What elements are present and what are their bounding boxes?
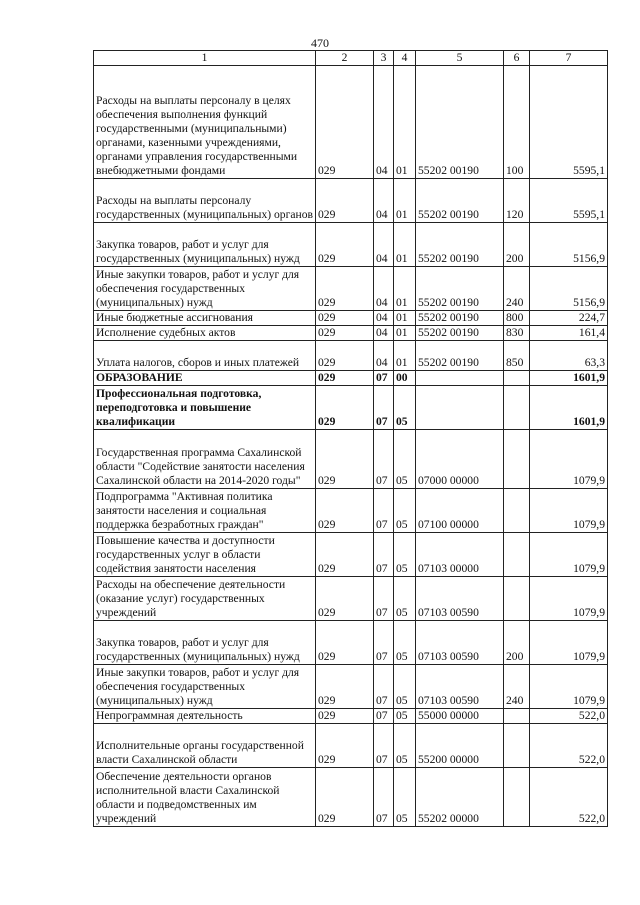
row-ved-code: 029	[316, 311, 374, 326]
row-expense-type-code: 200	[504, 223, 530, 267]
row-ved-code: 029	[316, 709, 374, 724]
row-ved-code: 029	[316, 768, 374, 827]
table-row	[94, 386, 608, 430]
row-target-code: 55000 00000	[416, 709, 504, 724]
row-expense-type-code	[504, 371, 530, 386]
row-target-code: 55202 00190	[416, 66, 504, 179]
row-amount: 1601,9	[530, 371, 608, 386]
row-name: Подпрограмма "Активная политика занятости населения и социальная поддержка безработных граждан"	[94, 489, 316, 533]
row-name: Повышение качества и доступности государственных услуг в области содействия занятости населения	[94, 533, 316, 577]
table-row	[94, 533, 608, 577]
column-header: 5	[416, 51, 504, 66]
row-amount: 5156,9	[530, 223, 608, 267]
row-subsection-code: 05	[394, 386, 416, 430]
row-subsection-code: 05	[394, 489, 416, 533]
row-section-code: 07	[374, 665, 394, 709]
row-amount: 1079,9	[530, 665, 608, 709]
row-ved-code: 029	[316, 223, 374, 267]
row-target-code: 55202 00190	[416, 326, 504, 341]
row-name: Профессиональная подготовка, переподготовка и повышение квалификации	[94, 386, 316, 430]
row-target-code: 07100 00000	[416, 489, 504, 533]
row-section-code: 07	[374, 371, 394, 386]
table-row	[94, 66, 608, 179]
row-amount: 1079,9	[530, 621, 608, 665]
row-ved-code: 029	[316, 326, 374, 341]
table-row	[94, 621, 608, 665]
row-name: Расходы на обеспечение деятельности (оказание услуг) государственных учреждений	[94, 577, 316, 621]
row-subsection-code: 01	[394, 267, 416, 311]
column-header: 3	[374, 51, 394, 66]
row-subsection-code: 01	[394, 311, 416, 326]
row-section-code: 07	[374, 724, 394, 768]
row-amount: 5595,1	[530, 179, 608, 223]
row-amount: 1079,9	[530, 430, 608, 489]
row-amount: 522,0	[530, 768, 608, 827]
row-expense-type-code	[504, 533, 530, 577]
table-row	[94, 665, 608, 709]
row-name: Исполнение судебных актов	[94, 326, 316, 341]
row-name: Иные бюджетные ассигнования	[94, 311, 316, 326]
row-section-code: 07	[374, 768, 394, 827]
column-header: 1	[94, 51, 316, 66]
row-section-code: 04	[374, 326, 394, 341]
row-subsection-code: 05	[394, 768, 416, 827]
row-ved-code: 029	[316, 533, 374, 577]
row-target-code: 55202 00000	[416, 768, 504, 827]
row-subsection-code: 01	[394, 179, 416, 223]
budget-table	[93, 50, 608, 827]
row-target-code: 55202 00190	[416, 179, 504, 223]
table-row	[94, 179, 608, 223]
column-header: 2	[316, 51, 374, 66]
table-row	[94, 311, 608, 326]
row-section-code: 07	[374, 533, 394, 577]
table-row	[94, 709, 608, 724]
table-row	[94, 326, 608, 341]
row-name: ОБРАЗОВАНИЕ	[94, 371, 316, 386]
row-ved-code: 029	[316, 430, 374, 489]
row-subsection-code: 01	[394, 326, 416, 341]
table-row	[94, 341, 608, 371]
row-target-code: 07000 00000	[416, 430, 504, 489]
table-row	[94, 489, 608, 533]
table-row	[94, 768, 608, 827]
row-expense-type-code	[504, 430, 530, 489]
row-subsection-code: 00	[394, 371, 416, 386]
row-amount: 63,3	[530, 341, 608, 371]
row-name: Иные закупки товаров, работ и услуг для обеспечения государственных (муниципальных) нужд	[94, 267, 316, 311]
row-expense-type-code	[504, 577, 530, 621]
header-row	[94, 51, 608, 66]
row-subsection-code: 05	[394, 665, 416, 709]
row-subsection-code: 01	[394, 223, 416, 267]
row-amount: 522,0	[530, 724, 608, 768]
row-target-code	[416, 371, 504, 386]
row-ved-code: 029	[316, 724, 374, 768]
row-name: Государственная программа Сахалинской области "Содействие занятости населения Сахалинской области на 2014-2020 годы"	[94, 430, 316, 489]
row-section-code: 07	[374, 577, 394, 621]
row-section-code: 04	[374, 311, 394, 326]
row-expense-type-code: 830	[504, 326, 530, 341]
table-row	[94, 724, 608, 768]
row-ved-code: 029	[316, 665, 374, 709]
row-name: Иные закупки товаров, работ и услуг для обеспечения государственных (муниципальных) нужд	[94, 665, 316, 709]
row-expense-type-code: 800	[504, 311, 530, 326]
row-target-code: 07103 00000	[416, 533, 504, 577]
table-row	[94, 223, 608, 267]
page-number: 470	[311, 36, 329, 50]
row-expense-type-code: 120	[504, 179, 530, 223]
row-amount: 5156,9	[530, 267, 608, 311]
row-amount: 522,0	[530, 709, 608, 724]
row-subsection-code: 01	[394, 341, 416, 371]
row-section-code: 07	[374, 489, 394, 533]
row-target-code: 55202 00190	[416, 311, 504, 326]
row-name: Непрограммная деятельность	[94, 709, 316, 724]
row-target-code: 55202 00190	[416, 223, 504, 267]
table-row	[94, 577, 608, 621]
row-target-code: 55200 00000	[416, 724, 504, 768]
row-expense-type-code	[504, 709, 530, 724]
row-expense-type-code: 240	[504, 665, 530, 709]
row-expense-type-code	[504, 386, 530, 430]
row-target-code: 07103 00590	[416, 621, 504, 665]
row-section-code: 07	[374, 386, 394, 430]
row-target-code: 07103 00590	[416, 577, 504, 621]
column-header: 6	[504, 51, 530, 66]
row-amount: 161,4	[530, 326, 608, 341]
row-subsection-code: 05	[394, 709, 416, 724]
row-name: Расходы на выплаты персоналу государственных (муниципальных) органов	[94, 179, 316, 223]
row-subsection-code: 05	[394, 621, 416, 665]
row-section-code: 04	[374, 179, 394, 223]
row-name: Обеспечение деятельности органов исполнительной власти Сахалинской области и подведомственных им учреждений	[94, 768, 316, 827]
column-header: 7	[530, 51, 608, 66]
row-subsection-code: 05	[394, 533, 416, 577]
row-ved-code: 029	[316, 341, 374, 371]
row-section-code: 07	[374, 621, 394, 665]
row-expense-type-code	[504, 768, 530, 827]
row-name: Расходы на выплаты персоналу в целях обеспечения выполнения функций государственными (муниципальными) органами, казенными учреждениями, органами управления государственными внебюджетными фондами	[94, 66, 316, 179]
row-ved-code: 029	[316, 386, 374, 430]
row-section-code: 07	[374, 430, 394, 489]
row-ved-code: 029	[316, 621, 374, 665]
row-expense-type-code: 200	[504, 621, 530, 665]
table-row	[94, 267, 608, 311]
row-expense-type-code: 850	[504, 341, 530, 371]
row-amount: 1079,9	[530, 489, 608, 533]
row-target-code: 55202 00190	[416, 267, 504, 311]
table-row	[94, 430, 608, 489]
row-target-code: 55202 00190	[416, 341, 504, 371]
row-ved-code: 029	[316, 371, 374, 386]
row-section-code: 04	[374, 223, 394, 267]
row-expense-type-code	[504, 724, 530, 768]
row-target-code: 07103 00590	[416, 665, 504, 709]
row-amount: 1079,9	[530, 533, 608, 577]
row-ved-code: 029	[316, 179, 374, 223]
row-amount: 5595,1	[530, 66, 608, 179]
column-header: 4	[394, 51, 416, 66]
row-section-code: 07	[374, 709, 394, 724]
row-section-code: 04	[374, 66, 394, 179]
row-amount: 1601,9	[530, 386, 608, 430]
row-name: Закупка товаров, работ и услуг для государственных (муниципальных) нужд	[94, 621, 316, 665]
row-name: Исполнительные органы государственной власти Сахалинской области	[94, 724, 316, 768]
row-section-code: 04	[374, 341, 394, 371]
row-subsection-code: 05	[394, 577, 416, 621]
row-ved-code: 029	[316, 267, 374, 311]
row-name: Закупка товаров, работ и услуг для государственных (муниципальных) нужд	[94, 223, 316, 267]
row-amount: 224,7	[530, 311, 608, 326]
row-amount: 1079,9	[530, 577, 608, 621]
row-subsection-code: 05	[394, 430, 416, 489]
row-expense-type-code: 240	[504, 267, 530, 311]
row-section-code: 04	[374, 267, 394, 311]
row-subsection-code: 01	[394, 66, 416, 179]
row-subsection-code: 05	[394, 724, 416, 768]
row-ved-code: 029	[316, 66, 374, 179]
row-name: Уплата налогов, сборов и иных платежей	[94, 341, 316, 371]
row-expense-type-code	[504, 489, 530, 533]
row-ved-code: 029	[316, 577, 374, 621]
row-target-code	[416, 386, 504, 430]
table-row	[94, 371, 608, 386]
row-expense-type-code: 100	[504, 66, 530, 179]
row-ved-code: 029	[316, 489, 374, 533]
